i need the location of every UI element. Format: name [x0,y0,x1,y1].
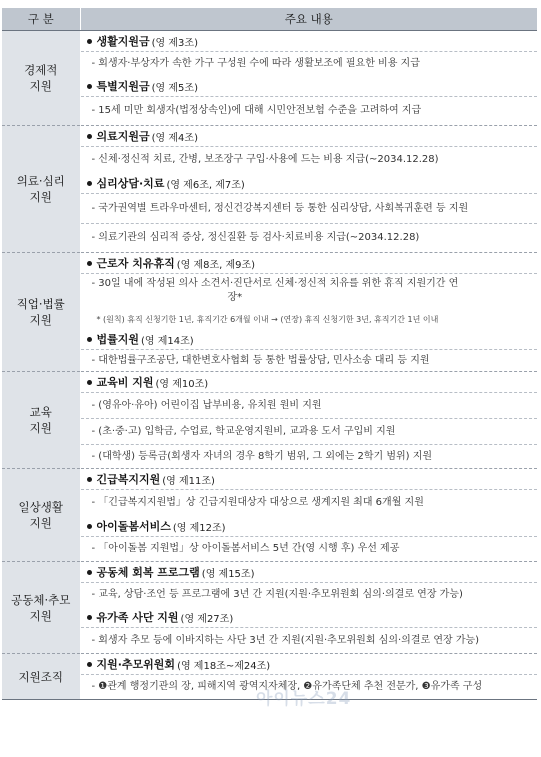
law-reference: (영 제12조) [172,522,226,534]
subheading-title: 생활지원금 [96,35,150,48]
table-row [2,469,537,562]
list-item: - 15세 미만 회생자(법정상속인)에 대해 시민안전보험 수준을 고려하여 지급 [81,96,538,125]
bullet-icon [87,134,92,139]
subheading-title: 아이돌봄서비스 [96,520,171,533]
law-reference: (영 제5조) [151,82,198,94]
category-label: 직업·법률 [16,297,65,311]
table-row [2,31,537,126]
law-reference: (영 제10조) [155,378,209,390]
content-cell [80,31,537,126]
law-reference: (영 제8조, 제9조) [176,259,256,271]
subheading-title: 근로자 치유휴직 [96,257,175,270]
category-label: 의료·심리 [16,174,65,188]
category-label: 지원 [29,608,52,623]
subheading-title: 심리상담·치료 [96,177,165,190]
law-reference: (영 제15조) [201,568,255,580]
law-reference: (영 제14조) [141,335,194,347]
category-label: 지원 [29,313,52,327]
list-item: - (대학생) 등록금(회생자 자녀의 경우 8학기 범위, 그 외에는 2학기 범위) 지원 [81,444,538,468]
law-reference: (영 제4조) [151,132,198,144]
law-reference: (영 제3조) [151,37,198,49]
list-item: - 국가권역별 트라우마센터, 정신건강복지센터 등 통한 심리상담, 사회복귀훈련 등 지원 [81,193,538,223]
category-cell [2,469,80,562]
list-item: - 「긴급복지지원법」상 긴급지원대상자 대상으로 생계지원 최대 6개월 지원 [81,489,538,516]
category-label: 지원 [29,190,52,204]
category-cell [2,253,80,372]
table-row [2,654,537,700]
list-item: - 신체·정신적 치료, 간병, 보조장구 구입·사용에 드는 비용 지급(~2034.12.28) [81,146,538,173]
subheading [81,253,538,273]
category-label: 지원 [29,79,52,93]
content-cell [80,126,537,253]
category-label: 지원조직 [18,669,63,684]
watermark: 아이뉴스24 [256,689,352,709]
subheading [81,562,538,582]
list-item-text: - 30일 내에 작성된 의사 소견서·진단서로 신체·정신적 치유를 위한 휴직 지원기간 연 [91,278,459,289]
law-reference: (영 제18조~제24조) [177,660,271,672]
bullet-icon [87,181,92,186]
category-cell [2,31,80,126]
law-reference: (영 제27조) [180,613,234,625]
category-cell [2,654,80,700]
list-item: - 교육, 상담·조언 등 프로그램에 3년 간 지원(지원·추모위원회 심의·의결로 연장 가능) [81,582,538,607]
bullet-icon [87,380,92,385]
bullet-icon [87,39,92,44]
subheading-title: 의료지원금 [96,130,150,143]
subheading-title: 교육비 지원 [96,376,154,389]
list-item [81,273,538,309]
subheading-title: 긴급복지지원 [96,473,161,486]
law-reference: (영 제11조) [162,475,215,487]
law-reference: (영 제6조, 제7조) [166,179,245,191]
header-content: 주요 내용 [80,8,537,31]
support-table [2,8,537,700]
category-label: 교육 [29,405,52,419]
subheading [81,173,538,193]
subheading [81,76,538,96]
table-row [2,253,537,372]
content-cell [80,372,537,469]
subheading [81,654,538,674]
table-row [2,372,537,469]
list-item: - 회생자 추모 등에 이바지하는 사단 3년 간 지원(지원·추모위원회 심의·의결로 연장 가능) [81,627,538,653]
bullet-icon [87,84,92,89]
subheading-title: 법률지원 [96,333,140,346]
category-label: 공동체·추모 [11,592,71,607]
bullet-icon [87,570,92,575]
list-item: - 대한법률구조공단, 대한변호사협회 등 통한 법률상담, 민사소송 대리 등 지원 [81,349,538,371]
content-cell [80,562,537,654]
subheading [81,372,538,392]
list-item: - (초·중·고) 입학금, 수업료, 학교운영지원비, 교과용 도서 구입비 지원 [81,418,538,444]
subheading [81,126,538,146]
subheading-title: 공동체 회복 프로그램 [96,566,200,579]
table-header-row [2,8,537,31]
subheading [81,516,538,536]
list-item: - 「아이돌봄 지원법」상 아이돌봄서비스 5년 간(영 시행 후) 우선 제공 [81,536,538,561]
subheading-title: 유가족 사단 지원 [96,611,179,624]
category-cell [2,562,80,654]
list-item-continuation: 장* [227,292,243,303]
header-category: 구 분 [2,8,80,31]
list-item: - 회생자·부상자가 속한 가구 구성원 수에 따라 생활보조에 필요한 비용 지급 [81,51,538,76]
subheading [81,469,538,489]
content-cell [80,253,537,372]
bullet-icon [87,261,92,266]
list-item: - ❶관계 행정기관의 장, 피해지역 광역지자체장, ❷유가족단체 추천 전문가, ❸유가족 구성 [81,674,538,699]
category-cell [2,126,80,253]
subheading [81,607,538,627]
table-row [2,126,537,253]
bullet-icon [87,615,92,620]
content-cell [80,469,537,562]
content-cell [80,654,537,700]
list-item: - (영유아·유아) 어린이집 납부비용, 유치원 원비 지원 [81,392,538,418]
bullet-icon [87,524,92,529]
category-label: 지원 [29,516,52,530]
subheading-title: 지원·추모위원회 [96,658,176,671]
subheading [81,329,538,349]
subheading-title: 특별지원금 [96,80,150,93]
subheading [81,31,538,51]
table-row [2,562,537,654]
list-item: - 의료기관의 심리적 증상, 정신질환 등 검사·치료비용 지급(~2034.12.28) [81,223,538,252]
bullet-icon [87,662,92,667]
category-label: 경제적 [24,63,58,77]
footnote: * (원칙) 휴직 신청기한 1년, 휴직기간 6개월 이내 → (연장) 휴직 신청기한 3년, 휴직기간 1년 이내 [96,314,439,324]
bullet-icon [87,477,92,482]
category-label: 지원 [29,421,52,435]
category-cell [2,372,80,469]
category-label: 일상생활 [18,500,63,514]
bullet-icon [87,337,92,342]
